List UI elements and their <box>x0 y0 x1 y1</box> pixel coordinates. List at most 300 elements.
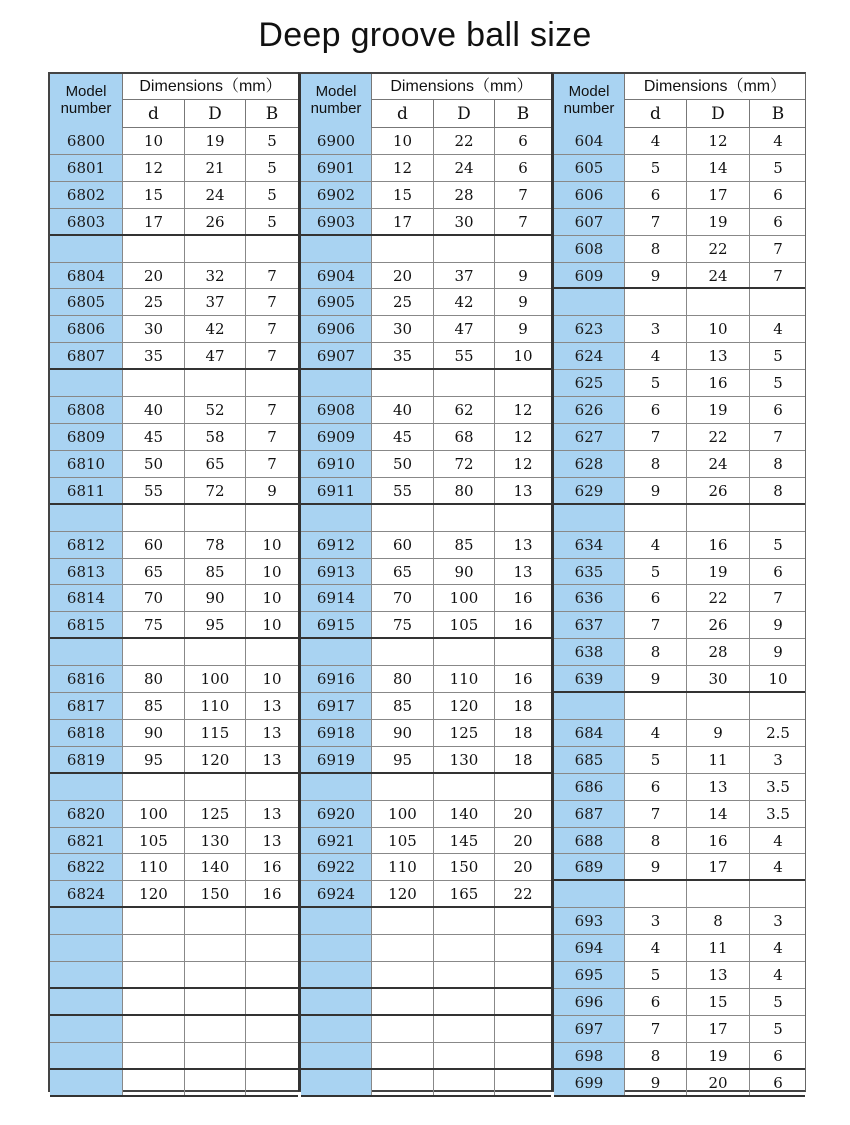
outer-D-cell <box>433 774 494 800</box>
table-row <box>50 881 298 908</box>
model-cell: 628 <box>554 451 625 477</box>
outer-D-cell <box>184 370 245 396</box>
column-header-d: d <box>397 104 408 124</box>
table-row <box>554 1016 805 1043</box>
bore-d-cell: 20 <box>143 266 164 285</box>
model-cell: 6817 <box>50 693 123 719</box>
bore-d-cell: 80 <box>143 670 164 689</box>
outer-D-cell: 145 <box>433 828 494 854</box>
table-group-69xx <box>298 72 551 1092</box>
model-cell: 6919 <box>301 747 372 772</box>
model-cell <box>301 989 372 1014</box>
model-cell: 6814 <box>50 585 123 611</box>
width-B-cell: 20 <box>494 854 551 880</box>
outer-D-cell <box>433 1043 494 1068</box>
bore-d-cell: 17 <box>392 212 413 231</box>
model-cell: 626 <box>554 397 625 423</box>
bore-d-cell: 55 <box>143 481 164 500</box>
outer-D-cell: 150 <box>433 854 494 880</box>
model-cell: 635 <box>554 559 625 585</box>
model-cell: 6917 <box>301 693 372 719</box>
outer-D-cell: 90 <box>184 585 245 611</box>
column-header-D: D <box>184 100 245 128</box>
outer-D-cell: 20 <box>686 1070 749 1095</box>
model-cell: 6924 <box>301 881 372 906</box>
width-B-cell: 5 <box>245 128 298 154</box>
outer-D-cell <box>433 236 494 262</box>
table-row <box>301 128 551 155</box>
table-body <box>554 128 805 1097</box>
model-number-header: Model number <box>301 74 372 128</box>
width-B-cell: 7 <box>494 209 551 234</box>
outer-D-cell: 37 <box>184 289 245 315</box>
width-B-cell: 7 <box>245 397 298 423</box>
table-row <box>50 828 298 855</box>
table-row <box>301 559 551 586</box>
model-cell: 634 <box>554 532 625 558</box>
outer-D-cell: 24 <box>686 263 749 288</box>
width-B-cell: 13 <box>245 828 298 854</box>
model-cell: 625 <box>554 370 625 396</box>
width-B-cell <box>494 505 551 531</box>
width-B-cell <box>494 370 551 396</box>
model-cell: 629 <box>554 478 625 503</box>
outer-D-cell <box>184 908 245 934</box>
model-cell: 6808 <box>50 397 123 423</box>
outer-D-cell: 22 <box>686 424 749 450</box>
table-row <box>301 585 551 612</box>
table-row <box>554 236 805 263</box>
outer-D-cell: 140 <box>184 854 245 880</box>
bore-d-cell: 75 <box>392 616 413 635</box>
bore-d-cell: 65 <box>143 562 164 581</box>
model-cell <box>50 236 123 262</box>
outer-D-cell: 68 <box>433 424 494 450</box>
width-B-cell: 18 <box>494 693 551 719</box>
outer-D-cell: 24 <box>184 182 245 208</box>
table-row <box>301 989 551 1016</box>
table-row <box>50 747 298 774</box>
model-cell: 6818 <box>50 720 123 746</box>
table-row <box>554 263 805 290</box>
table-row <box>554 532 805 559</box>
table-row <box>50 693 298 720</box>
model-cell <box>301 370 372 396</box>
bore-d-cell: 100 <box>139 804 168 823</box>
width-B-cell <box>749 505 806 531</box>
table-row <box>301 478 551 505</box>
outer-D-cell <box>686 881 749 907</box>
outer-D-cell: 26 <box>686 612 749 638</box>
bore-d-cell: 8 <box>650 239 661 258</box>
bore-d-cell: 15 <box>392 185 413 204</box>
outer-D-cell: 22 <box>686 236 749 262</box>
table-body <box>301 128 551 1097</box>
bore-d-cell: 95 <box>143 750 164 769</box>
width-B-cell <box>494 1016 551 1042</box>
bore-d-cell: 6 <box>650 185 661 204</box>
model-cell: 685 <box>554 747 625 773</box>
outer-D-cell <box>433 962 494 987</box>
table-row <box>301 397 551 424</box>
bore-d-cell <box>123 1043 184 1068</box>
outer-D-cell: 150 <box>184 881 245 906</box>
model-cell <box>301 1043 372 1068</box>
outer-D-cell: 47 <box>433 316 494 342</box>
table-row <box>50 720 298 747</box>
width-B-cell: 8 <box>749 478 806 503</box>
bore-d-cell <box>123 989 184 1014</box>
table-row <box>50 451 298 478</box>
table-row <box>301 343 551 370</box>
width-B-cell <box>245 639 298 665</box>
width-B-cell: 4 <box>749 935 806 961</box>
bore-d-cell <box>372 774 433 800</box>
model-cell <box>50 1016 123 1042</box>
width-B-cell: 16 <box>494 612 551 637</box>
bore-d-cell: 75 <box>143 616 164 635</box>
width-B-cell: 4 <box>749 854 806 879</box>
model-cell: 6801 <box>50 155 123 181</box>
model-cell: 6913 <box>301 559 372 585</box>
outer-D-cell: 17 <box>686 1016 749 1042</box>
model-cell <box>301 962 372 987</box>
table-row <box>554 881 805 908</box>
outer-D-cell: 120 <box>433 693 494 719</box>
bore-d-cell: 30 <box>143 320 164 339</box>
width-B-cell: 9 <box>749 612 806 638</box>
model-cell: 698 <box>554 1043 625 1068</box>
width-B-cell: 10 <box>245 666 298 692</box>
table-row <box>554 612 805 639</box>
model-cell <box>50 1070 123 1095</box>
bore-d-cell: 7 <box>650 804 661 823</box>
model-cell <box>50 1043 123 1068</box>
bore-d-cell <box>123 1070 184 1095</box>
outer-D-cell <box>184 1016 245 1042</box>
bore-d-cell <box>123 774 184 800</box>
bore-d-cell: 30 <box>392 320 413 339</box>
outer-D-cell: 19 <box>184 128 245 154</box>
table-group-6xx <box>551 72 806 1092</box>
bore-d-cell <box>372 505 433 531</box>
bore-d-cell: 8 <box>650 454 661 473</box>
table-row <box>301 1016 551 1043</box>
width-B-cell: 5 <box>245 209 298 234</box>
table-row <box>301 747 551 774</box>
width-B-cell: 16 <box>245 854 298 880</box>
width-B-cell <box>494 639 551 665</box>
bore-d-cell: 25 <box>143 293 164 312</box>
outer-D-cell: 28 <box>433 182 494 208</box>
table-row <box>301 693 551 720</box>
table-row <box>50 209 298 236</box>
outer-D-cell <box>184 639 245 665</box>
outer-D-cell: 19 <box>686 209 749 235</box>
table-row <box>50 155 298 182</box>
bore-d-cell <box>372 1070 433 1095</box>
model-cell: 6810 <box>50 451 123 477</box>
outer-D-cell: 19 <box>686 559 749 585</box>
bore-d-cell <box>372 1043 433 1068</box>
model-cell <box>554 881 625 907</box>
width-B-cell <box>494 989 551 1014</box>
bore-d-cell: 12 <box>143 158 164 177</box>
bore-d-cell <box>123 908 184 934</box>
width-B-cell <box>245 370 298 396</box>
outer-D-cell: 72 <box>184 478 245 503</box>
table-row <box>301 908 551 935</box>
outer-D-cell: 125 <box>433 720 494 746</box>
width-B-cell: 7 <box>245 343 298 368</box>
table-header <box>554 74 805 128</box>
bore-d-cell <box>123 935 184 961</box>
model-cell: 627 <box>554 424 625 450</box>
model-cell: 623 <box>554 316 625 342</box>
model-cell <box>50 505 123 531</box>
bore-d-cell: 80 <box>392 670 413 689</box>
model-cell <box>50 989 123 1014</box>
model-cell: 6812 <box>50 532 123 558</box>
bore-d-cell: 25 <box>392 293 413 312</box>
table-row <box>50 1043 298 1070</box>
outer-D-cell: 72 <box>433 451 494 477</box>
outer-D-cell: 13 <box>686 343 749 369</box>
model-cell: 6907 <box>301 343 372 368</box>
outer-D-cell: 11 <box>686 747 749 773</box>
table-row <box>50 424 298 451</box>
model-cell <box>301 774 372 800</box>
bore-d-cell <box>123 962 184 987</box>
width-B-cell: 4 <box>749 828 806 854</box>
bore-d-cell <box>372 935 433 961</box>
width-B-cell: 16 <box>494 585 551 611</box>
width-B-cell <box>494 1070 551 1095</box>
table-row <box>301 639 551 666</box>
bore-d-cell: 60 <box>392 535 413 554</box>
outer-D-cell: 95 <box>184 612 245 637</box>
outer-D-cell <box>433 1070 494 1095</box>
table-header <box>50 74 298 128</box>
outer-D-cell: 42 <box>184 316 245 342</box>
table-row <box>301 1070 551 1097</box>
model-cell: 695 <box>554 962 625 988</box>
model-cell: 6813 <box>50 559 123 585</box>
bore-d-cell <box>625 881 686 907</box>
outer-D-cell <box>433 639 494 665</box>
bore-d-cell: 65 <box>392 562 413 581</box>
width-B-cell: 5 <box>749 343 806 369</box>
table-row <box>50 1016 298 1043</box>
outer-D-cell: 15 <box>686 989 749 1015</box>
width-B-cell: 22 <box>494 881 551 906</box>
width-B-cell <box>749 881 806 907</box>
width-B-cell <box>245 1016 298 1042</box>
outer-D-cell: 22 <box>686 585 749 611</box>
table-row <box>50 316 298 343</box>
model-cell: 6802 <box>50 182 123 208</box>
model-cell: 6922 <box>301 854 372 880</box>
bore-d-cell: 85 <box>143 697 164 716</box>
outer-D-cell: 90 <box>433 559 494 585</box>
table-row <box>50 639 298 666</box>
width-B-cell: 13 <box>494 559 551 585</box>
table-row <box>301 236 551 263</box>
table-row <box>301 801 551 828</box>
table-row <box>50 128 298 155</box>
model-cell: 607 <box>554 209 625 235</box>
outer-D-cell <box>433 908 494 934</box>
table-row <box>554 128 805 155</box>
table-group-68xx <box>48 72 298 1092</box>
column-header-B: B <box>245 100 298 128</box>
model-cell: 609 <box>554 263 625 288</box>
outer-D-cell: 125 <box>184 801 245 827</box>
model-cell: 605 <box>554 155 625 181</box>
table-row <box>301 289 551 316</box>
width-B-cell <box>494 962 551 987</box>
outer-D-cell <box>184 989 245 1014</box>
dimensions-header: Dimensions（mm） <box>625 74 805 100</box>
table-row <box>554 908 805 935</box>
table-row <box>554 424 805 451</box>
table-row <box>301 854 551 881</box>
bore-d-cell: 5 <box>650 966 661 985</box>
table-row <box>554 559 805 586</box>
bore-d-cell <box>372 370 433 396</box>
outer-D-cell: 19 <box>686 397 749 423</box>
table-row <box>301 720 551 747</box>
outer-D-cell <box>433 989 494 1014</box>
width-B-cell: 18 <box>494 747 551 772</box>
width-B-cell <box>749 693 806 719</box>
page-title: Deep groove ball size <box>258 16 592 54</box>
table-row <box>301 451 551 478</box>
table-row <box>554 854 805 881</box>
outer-D-cell: 24 <box>686 451 749 477</box>
table-row <box>554 989 805 1016</box>
model-cell: 6920 <box>301 801 372 827</box>
outer-D-cell: 100 <box>433 585 494 611</box>
model-cell: 6824 <box>50 881 123 906</box>
model-cell: 693 <box>554 908 625 934</box>
bore-d-cell: 5 <box>650 374 661 393</box>
bore-d-cell: 110 <box>139 858 168 877</box>
bore-d-cell <box>123 639 184 665</box>
table-row <box>554 747 805 774</box>
column-header-B: B <box>494 100 551 128</box>
width-B-cell: 20 <box>494 801 551 827</box>
bore-d-cell: 4 <box>650 347 661 366</box>
bore-d-cell: 7 <box>650 1019 661 1038</box>
model-cell: 688 <box>554 828 625 854</box>
outer-D-cell: 37 <box>433 263 494 289</box>
width-B-cell: 7 <box>245 289 298 315</box>
bore-d-cell: 45 <box>392 427 413 446</box>
table-row <box>301 774 551 801</box>
bore-d-cell: 90 <box>392 723 413 742</box>
width-B-cell: 6 <box>749 209 806 235</box>
outer-D-cell: 16 <box>686 532 749 558</box>
model-cell: 6815 <box>50 612 123 637</box>
outer-D-cell: 80 <box>433 478 494 503</box>
model-cell: 6901 <box>301 155 372 181</box>
outer-D-cell <box>184 774 245 800</box>
outer-D-cell: 10 <box>686 316 749 342</box>
table-row <box>50 289 298 316</box>
outer-D-cell: 9 <box>686 720 749 746</box>
outer-D-cell <box>184 935 245 961</box>
bore-d-cell: 6 <box>650 777 661 796</box>
table-row <box>50 612 298 639</box>
bore-d-cell: 9 <box>650 670 661 689</box>
outer-D-cell: 105 <box>433 612 494 637</box>
model-cell: 699 <box>554 1070 625 1095</box>
bore-d-cell: 40 <box>392 401 413 420</box>
model-cell <box>554 693 625 719</box>
model-cell: 6805 <box>50 289 123 315</box>
model-cell: 696 <box>554 989 625 1015</box>
bore-d-cell: 8 <box>650 643 661 662</box>
width-B-cell: 9 <box>245 478 298 503</box>
outer-D-cell: 14 <box>686 155 749 181</box>
width-B-cell: 7 <box>245 424 298 450</box>
bore-d-cell: 85 <box>392 697 413 716</box>
model-cell <box>301 639 372 665</box>
bore-d-cell: 60 <box>143 535 164 554</box>
table-row <box>50 908 298 935</box>
table-row <box>554 478 805 505</box>
table-row <box>301 532 551 559</box>
outer-D-cell: 14 <box>686 801 749 827</box>
model-cell: 606 <box>554 182 625 208</box>
outer-D-cell: 110 <box>184 693 245 719</box>
width-B-cell: 9 <box>749 639 806 665</box>
width-B-cell <box>749 289 806 315</box>
width-B-cell: 6 <box>749 1043 806 1068</box>
width-B-cell: 9 <box>494 263 551 289</box>
width-B-cell: 7 <box>749 236 806 262</box>
width-B-cell <box>494 1043 551 1068</box>
outer-D-cell: 55 <box>433 343 494 368</box>
model-cell: 6902 <box>301 182 372 208</box>
width-B-cell: 10 <box>245 532 298 558</box>
model-cell: 6905 <box>301 289 372 315</box>
width-B-cell <box>245 236 298 262</box>
outer-D-cell: 30 <box>433 209 494 234</box>
bore-d-cell: 50 <box>143 454 164 473</box>
table-row <box>50 263 298 290</box>
outer-D-cell: 165 <box>433 881 494 906</box>
bore-d-cell: 4 <box>650 939 661 958</box>
outer-D-cell: 140 <box>433 801 494 827</box>
bore-d-cell: 100 <box>388 804 417 823</box>
table-row <box>301 612 551 639</box>
model-cell <box>50 774 123 800</box>
width-B-cell: 5 <box>245 155 298 181</box>
bore-d-cell: 105 <box>388 831 417 850</box>
model-cell: 6811 <box>50 478 123 503</box>
outer-D-cell: 13 <box>686 774 749 800</box>
bore-d-cell <box>372 236 433 262</box>
width-B-cell: 4 <box>749 962 806 988</box>
table-row <box>50 559 298 586</box>
width-B-cell <box>494 236 551 262</box>
outer-D-cell: 62 <box>433 397 494 423</box>
outer-D-cell: 110 <box>433 666 494 692</box>
width-B-cell: 7 <box>749 424 806 450</box>
model-cell: 6806 <box>50 316 123 342</box>
